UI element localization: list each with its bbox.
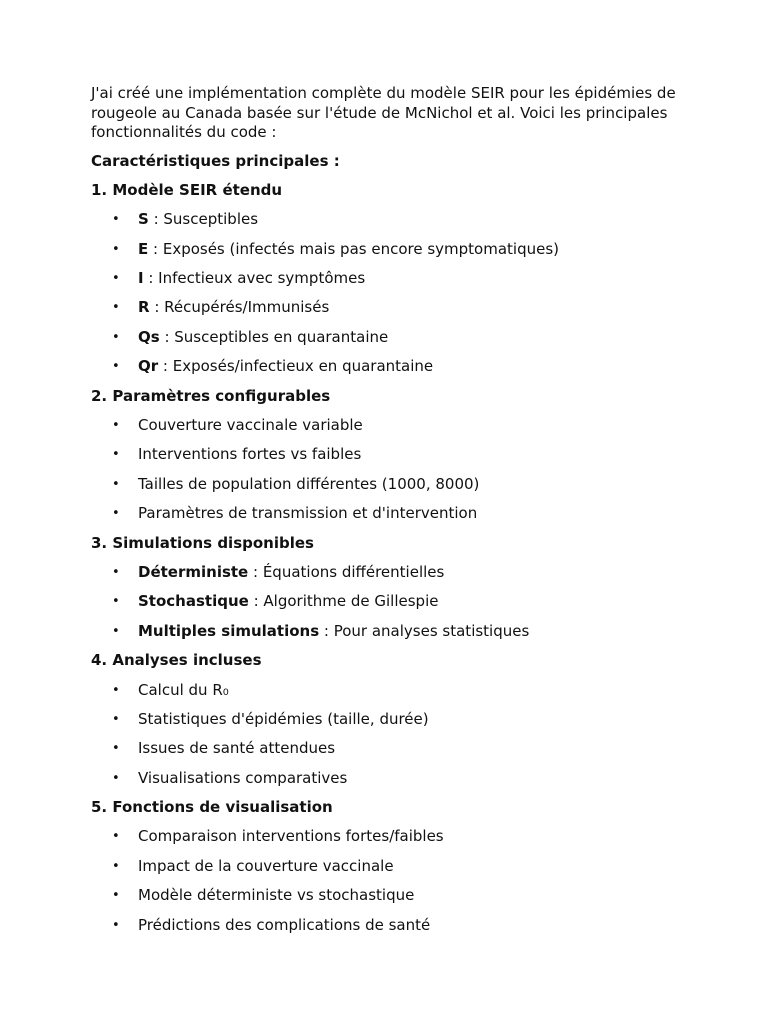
list-item xyxy=(91,563,691,592)
item-term: Stochastique xyxy=(138,592,249,611)
item-term: R xyxy=(138,298,150,317)
section-heading: 5. Fonctions de visualisation xyxy=(91,798,333,817)
bullet-icon: • xyxy=(112,829,120,845)
bullet-icon: • xyxy=(112,917,120,933)
item-text: Issues de santé attendues xyxy=(138,739,336,758)
item-text: : Algorithme de Gillespie xyxy=(248,592,439,611)
bullet-icon: • xyxy=(112,359,120,375)
list-item xyxy=(91,857,691,886)
list-item xyxy=(91,827,691,856)
bullet-icon: • xyxy=(112,300,120,316)
item-text: Impact de la couverture vaccinale xyxy=(138,856,394,875)
list-item xyxy=(91,357,691,386)
list-item xyxy=(91,475,691,504)
bullet-icon: • xyxy=(112,682,120,698)
item-text: Calcul du R₀ xyxy=(138,680,229,699)
bullet-icon: • xyxy=(112,271,120,287)
list-item xyxy=(91,445,691,474)
document-body xyxy=(91,84,691,945)
item-text: Prédictions des complications de santé xyxy=(138,915,431,934)
list-item xyxy=(91,710,691,739)
list-item xyxy=(91,622,691,651)
bullet-icon: • xyxy=(112,741,120,757)
item-term: Qr xyxy=(138,357,159,376)
bullet-list xyxy=(91,210,691,386)
bullet-icon: • xyxy=(112,888,120,904)
bullet-icon: • xyxy=(112,711,120,727)
bullet-list xyxy=(91,827,691,945)
bullet-icon: • xyxy=(112,594,120,610)
item-text: Statistiques d'épidémies (taille, durée) xyxy=(138,709,429,728)
item-term: Qs xyxy=(138,327,160,346)
item-text: : Pour analyses statistiques xyxy=(319,621,530,640)
item-text: Paramètres de transmission et d'intervention xyxy=(138,504,478,523)
item-term: Multiples simulations xyxy=(138,621,320,640)
bullet-icon: • xyxy=(112,858,120,874)
intro-paragraph: J'ai créé une implémentation complète du modèle SEIR pour les épidémies de rougeole au Canada basée sur l'étude de McNichol et al. Voici les principales fonctionnalités du code : xyxy=(91,84,676,141)
list-item xyxy=(91,916,691,945)
bullet-icon: • xyxy=(112,564,120,580)
list-item xyxy=(91,416,691,445)
bullet-icon: • xyxy=(112,418,120,434)
item-text: : Susceptibles en quarantaine xyxy=(159,327,389,346)
bullet-icon: • xyxy=(112,241,120,257)
item-term: Déterministe xyxy=(138,562,249,581)
item-text: : Susceptibles xyxy=(148,210,259,229)
item-text: : Équations différentielles xyxy=(248,562,445,581)
item-text: Interventions fortes vs faibles xyxy=(138,445,362,464)
item-text: Visualisations comparatives xyxy=(138,768,348,787)
list-item xyxy=(91,886,691,915)
list-item xyxy=(91,504,691,533)
list-item xyxy=(91,592,691,621)
sections-container xyxy=(91,181,691,945)
item-text: Modèle déterministe vs stochastique xyxy=(138,886,415,905)
bullet-list xyxy=(91,563,691,651)
list-item xyxy=(91,681,691,710)
item-term: E xyxy=(138,239,149,258)
list-item xyxy=(91,240,691,269)
bullet-icon: • xyxy=(112,329,120,345)
item-text: Couverture vaccinale variable xyxy=(138,416,363,435)
bullet-icon: • xyxy=(112,476,120,492)
bullet-icon: • xyxy=(112,623,120,639)
bullet-icon: • xyxy=(112,506,120,522)
list-item xyxy=(91,298,691,327)
item-text: : Exposés/infectieux en quarantaine xyxy=(158,357,434,376)
item-term: S xyxy=(138,210,149,229)
list-item xyxy=(91,328,691,357)
section-heading: 3. Simulations disponibles xyxy=(91,533,314,552)
bullet-list xyxy=(91,681,691,799)
features-heading: Caractéristiques principales : xyxy=(91,151,340,170)
list-item xyxy=(91,269,691,298)
item-term: I xyxy=(138,269,144,288)
bullet-icon: • xyxy=(112,212,120,228)
bullet-icon: • xyxy=(112,447,120,463)
item-text: : Infectieux avec symptômes xyxy=(143,269,366,288)
item-text: Comparaison interventions fortes/faibles xyxy=(138,827,444,846)
list-item xyxy=(91,210,691,239)
item-text: : Récupérés/Immunisés xyxy=(149,298,330,317)
bullet-icon: • xyxy=(112,770,120,786)
section-heading: 1. Modèle SEIR étendu xyxy=(91,180,283,199)
section-heading: 2. Paramètres configurables xyxy=(91,386,331,405)
bullet-list xyxy=(91,416,691,534)
item-text: Tailles de population différentes (1000, 8000) xyxy=(138,474,480,493)
list-item xyxy=(91,739,691,768)
list-item xyxy=(91,769,691,798)
item-text: : Exposés (infectés mais pas encore symptomatiques) xyxy=(148,239,559,258)
section-heading: 4. Analyses incluses xyxy=(91,651,262,670)
